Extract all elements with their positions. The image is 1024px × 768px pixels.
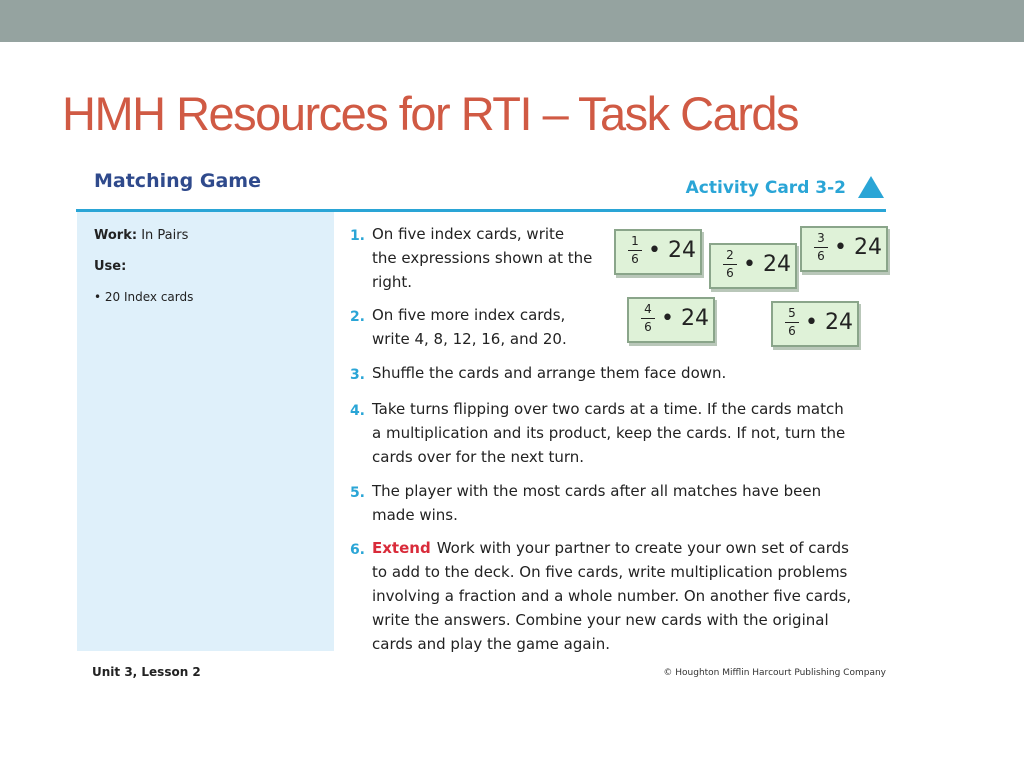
step-text: On five more index cards, write 4, 8, 12, 16, and 20.: [372, 306, 567, 348]
use-label: Use:: [94, 259, 127, 274]
material-item: • 20 Index cards: [94, 290, 194, 304]
work-row: [94, 228, 188, 243]
slide-title: HMH Resources for RTI – Task Cards: [62, 87, 799, 140]
work-label: Work:: [94, 228, 138, 243]
step-text: On five index cards, write the expressions shown at the right.: [372, 225, 593, 291]
lesson-label: Unit 3, Lesson 2: [92, 665, 201, 679]
activity-card-label: Activity Card 3-2: [685, 178, 846, 198]
fraction: 4 6: [641, 302, 655, 335]
card-title: Matching Game: [94, 170, 261, 192]
triangle-icon: [857, 175, 885, 199]
index-card: [800, 226, 888, 272]
fraction: 3 6: [814, 231, 828, 264]
copyright-notice: © Houghton Mifflin Harcourt Publishing Company: [663, 668, 886, 678]
card-expression: • 24: [834, 235, 882, 260]
fraction: 2 6: [723, 248, 737, 281]
step-text: The player with the most cards after all matches have been made wins.: [372, 482, 822, 524]
step-number: 1.: [349, 228, 365, 244]
step-number: 3.: [349, 367, 365, 383]
step-text: Shuffle the cards and arrange them face down.: [372, 364, 727, 382]
step-number: 2.: [349, 309, 365, 325]
card-expression: • 24: [648, 238, 696, 263]
sidebar-panel: [77, 212, 334, 651]
index-card: [709, 243, 797, 289]
work-value: In Pairs: [141, 228, 189, 243]
fraction: 1 6: [628, 234, 642, 267]
extend-label: Extend: [372, 539, 431, 557]
index-card: [771, 301, 859, 347]
step-text: Extend Work with your partner to create your own set of cards to add to the deck. On five cards, write multiplication problems involving a fraction and a whole number. On another five cards, write the answers. Combine your new cards with the original cards and play the game again.: [372, 539, 852, 653]
index-card: [614, 229, 702, 275]
card-expression: • 24: [661, 306, 709, 331]
top-banner: [0, 0, 1024, 42]
index-card: [627, 297, 715, 343]
fraction: 5 6: [785, 306, 799, 339]
step-text: Take turns flipping over two cards at a time. If the cards match a multiplication and its product, keep the cards. If not, turn the cards over for the next turn.: [372, 400, 846, 466]
step-number: 4.: [349, 403, 365, 419]
card-expression: • 24: [805, 310, 853, 335]
card-expression: • 24: [743, 252, 791, 277]
step-number: 5.: [349, 485, 365, 501]
step-number: 6.: [349, 542, 365, 558]
